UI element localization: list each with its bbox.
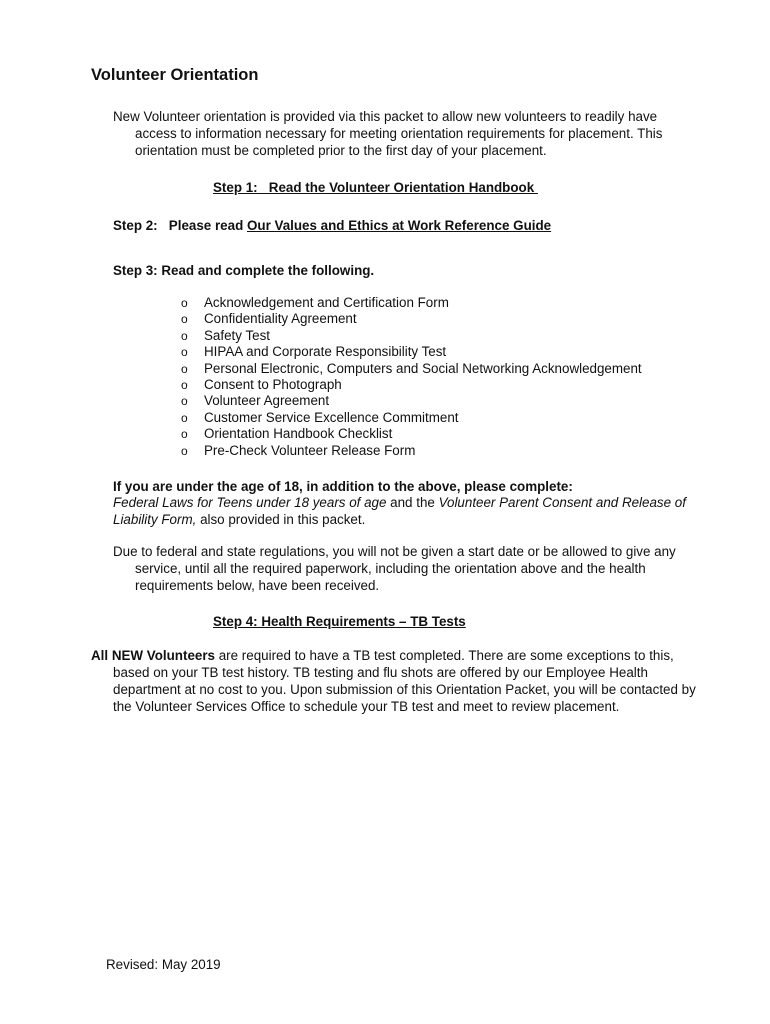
revision-date: Revised: May 2019 [106,957,221,972]
checklist-item [181,393,642,409]
step-2-prefix: Step 2: Please read [113,218,247,233]
hollow-bullet-icon: o [181,410,188,425]
hollow-bullet-icon: o [181,394,188,409]
checklist-item [181,344,642,360]
all-new-volunteers-lead: All NEW Volunteers [91,648,215,663]
checklist-item-label: Consent to Photograph [204,376,342,392]
requirements-checklist [181,295,642,459]
values-ethics-guide-link: Our Values and Ethics at Work Reference Guide [246,218,552,233]
teen-laws-document: Federal Laws for Teens under 18 years of age [113,495,387,510]
hollow-bullet-icon: o [181,427,188,442]
checklist-item-label: Customer Service Excellence Commitment [204,409,459,425]
step-4-heading: Step 4: Health Requirements – TB Tests [213,614,466,629]
parent-consent-form: Volunteer Parent Consent and Release of Liability Form, [113,495,686,527]
checklist-item-label: HIPAA and Corporate Responsibility Test [204,344,447,360]
checklist-item-label: Volunteer Agreement [204,393,330,409]
under-18-heading: If you are under the age of 18, in addition to the above, please complete: [113,479,573,494]
step-3-heading: Step 3: Read and complete the following. [113,263,375,278]
step-1-heading: Step 1: Read the Volunteer Orientation Handbook [213,180,538,195]
under-18-forms-paragraph [113,494,695,528]
page-title: Volunteer Orientation [91,66,259,84]
hollow-bullet-icon: o [181,312,188,327]
and-text: and the [386,495,439,510]
checklist-item-label: Acknowledgement and Certification Form [204,295,449,310]
tb-test-body: are required to have a TB test completed. There are some exceptions to this, based on your TB test history. TB testing and flu shots are offered by our Employee Health department at no cost to you. Upon submission of this Orientation Packet, you will be contacted by the Volunteer Services Office to schedule your TB test and meet to review placement. [113,648,696,714]
hollow-bullet-icon: o [181,361,188,376]
regulations-paragraph: Due to federal and state regulations, you will not be given a start date or be allowed to give any service, until all the required paperwork, including the orientation above and the health requirements below, have been received. [113,544,676,593]
hollow-bullet-icon: o [181,328,188,343]
checklist-item [181,295,642,311]
checklist-item-label: Personal Electronic, Computers and Social Networking Acknowledgement [204,360,642,376]
intro-paragraph: New Volunteer orientation is provided via this packet to allow new volunteers to readily have access to information necessary for meeting orientation requirements for placement. This orientation must be completed prior to the first day of your placement. [113,109,663,158]
hollow-bullet-icon: o [181,345,188,360]
hollow-bullet-icon: o [181,443,188,458]
hollow-bullet-icon: o [181,296,188,310]
checklist-item [181,410,642,426]
hollow-bullet-icon: o [181,377,188,392]
checklist-item-label: Safety Test [204,327,270,343]
checklist-item [181,443,642,459]
checklist-item-label: Pre-Check Volunteer Release Form [204,442,416,458]
checklist-item-label: Orientation Handbook Checklist [204,426,393,442]
packet-note: also provided in this packet. [196,512,366,527]
checklist-item [181,328,642,344]
step-2-heading [113,218,551,233]
tb-test-paragraph [91,647,698,715]
checklist-item [181,426,642,442]
checklist-item [181,361,642,377]
checklist-item [181,311,642,327]
checklist-item [181,377,642,393]
checklist-item-label: Confidentiality Agreement [204,311,357,327]
